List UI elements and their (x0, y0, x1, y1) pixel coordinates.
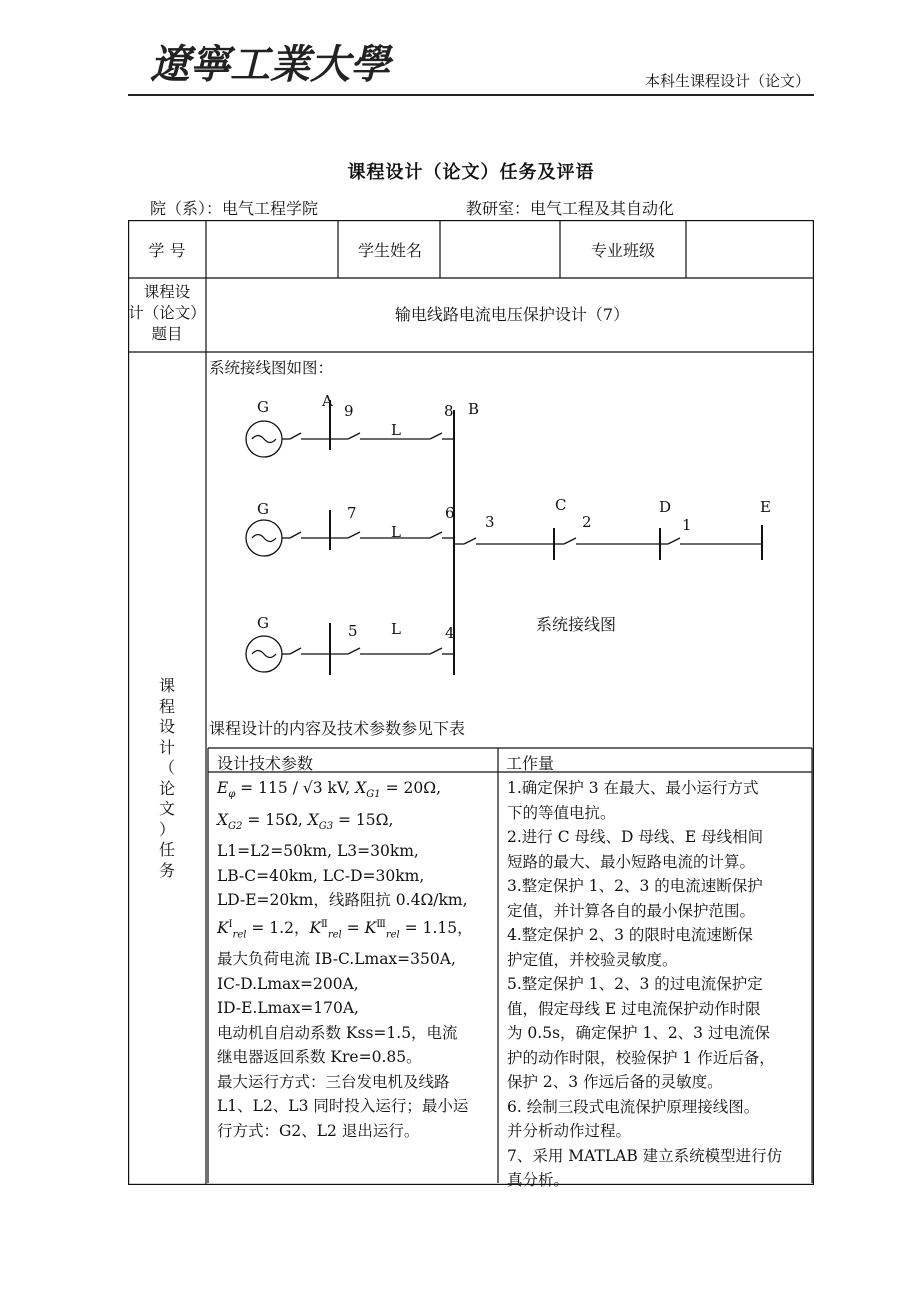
svg-text:L: L (391, 523, 401, 541)
breaker-2-label: 2 (582, 513, 592, 531)
breaker-9-label: 9 (344, 402, 354, 420)
workload-line: 1.确定保护 3 在最大、最小运行方式 (507, 779, 759, 797)
header-doc-type: 本科生课程设计（论文） (644, 72, 810, 90)
params-column-header: 设计技术参数 (217, 754, 314, 773)
topic-value: 输电线路电流电压保护设计（7） (394, 305, 630, 324)
workload-line: 为 0.5s，确定保护 1、2、3 过电流保 (507, 1024, 770, 1042)
param-line: L1=L2=50km, L3=30km, (217, 842, 419, 861)
workload-column-header: 工作量 (506, 754, 555, 773)
workload-line: 护的动作时限，校验保护 1 作近后备， (507, 1048, 775, 1067)
workload-list (507, 776, 809, 1193)
system-wiring-diagram (208, 380, 808, 710)
param-line: IC-D.Lmax=200A, (217, 974, 359, 993)
params-list (217, 776, 497, 1143)
page-title: 课程设计（论文）任务及评语 (347, 162, 595, 183)
param-line: L1、L2、L3 同时投入运行；最小运 (217, 1097, 469, 1116)
topic-label: 课程设 计（论文） 题目 (128, 283, 206, 343)
diagram-intro: 系统接线图如图： (209, 359, 334, 377)
workload-line: 定值，并计算各自的最小保护范围。 (507, 901, 756, 920)
generator-label: G (257, 398, 269, 416)
line-label: L (391, 421, 401, 439)
header-rule (128, 94, 814, 96)
workload-line: 3.整定保护 1、2、3 的电流速断保护 (507, 877, 763, 895)
task-label: 课 程 设 计 （ 论 文 ） 任 务 (158, 676, 175, 880)
param-line: 最大负荷电流 IB-C.Lmax=350A, (217, 950, 456, 969)
param-formula-1: $E_\varphi = 115 / √3$ kV, $X_{G1} = 20\Omega$, (217, 779, 441, 801)
class-label: 专业班级 (590, 241, 655, 260)
param-line: 最大运行方式：三台发电机及线路 (217, 1072, 450, 1091)
param-formula-3: $K^I_{rel} = 1.2$，$K^Ⅱ_{rel} = K^Ⅲ_{rel} = 1.15$， (217, 918, 473, 940)
param-formula-2: $X_{G2} = 15\Omega$, $X_{G3} = 15\Omega$, (217, 810, 394, 832)
svg-text:G: G (257, 614, 269, 632)
workload-line: 2.进行 C 母线、D 母线、E 母线相间 (507, 828, 764, 846)
bus-label-b: B (468, 400, 480, 418)
param-line: 行方式：G2、L2 退出运行。 (217, 1121, 420, 1140)
breaker-4-label: 4 (445, 624, 455, 642)
student-id-label: 学 号 (148, 241, 186, 260)
param-line: ID-E.Lmax=170A, (217, 999, 359, 1018)
svg-text:G: G (257, 500, 269, 518)
workload-line: 真分析。 (507, 1171, 570, 1189)
bus-label-d: D (659, 498, 672, 516)
workload-line: 7、采用 MATLAB 建立系统模型进行仿 (507, 1146, 783, 1165)
param-line: LD-E=20km，线路阻抗 0.4Ω/km, (217, 891, 468, 910)
workload-line: 5.整定保护 1、2、3 的过电流保护定 (507, 975, 763, 993)
breaker-7-label: 7 (347, 504, 357, 522)
bus-label-e: E (760, 498, 771, 516)
university-logo-text: 遼寧工業大學 (150, 41, 390, 88)
bus-label-c: C (555, 496, 567, 514)
breaker-6-label: 6 (445, 504, 455, 522)
breaker-8-label: 8 (444, 402, 454, 420)
class-value[interactable] (688, 222, 812, 276)
department-label: 院（系）：电气工程学院 (150, 199, 319, 218)
breaker-5-label: 5 (348, 622, 358, 640)
student-id-value[interactable] (208, 222, 336, 276)
params-intro: 课程设计的内容及技术参数参见下表 (209, 719, 466, 738)
param-line: 继电器返回系数 Kre=0.85。 (217, 1048, 422, 1067)
workload-line: 下的等值电抗。 (507, 803, 616, 822)
param-line: LB-C=40km, LC-D=30km, (217, 866, 425, 885)
bus-label-a: A (322, 392, 333, 410)
student-name-value[interactable] (442, 222, 558, 276)
workload-line: 6. 绘制三段式电流保护原理接线图。 (507, 1097, 760, 1116)
diagram-caption: 系统接线图 (536, 615, 617, 634)
workload-line: 4.整定保护 2、3 的限时电流速断保 (507, 926, 753, 944)
student-name-label: 学生姓名 (357, 241, 422, 260)
breaker-1-label: 1 (682, 516, 692, 534)
workload-line: 保护 2、3 作远后备的灵敏度。 (507, 1073, 723, 1091)
university-logo (150, 40, 410, 88)
breaker-3-label: 3 (485, 513, 495, 531)
workload-line: 值，假定母线 E 过电流保护动作时限 (507, 999, 761, 1018)
office-label: 教研室：电气工程及其自动化 (466, 199, 675, 218)
workload-line: 短路的最大、最小短路电流的计算。 (507, 852, 756, 871)
workload-line: 护定值，并校验灵敏度。 (507, 950, 678, 969)
workload-line: 并分析动作过程。 (507, 1122, 632, 1140)
svg-text:L: L (391, 620, 401, 638)
param-line: 电动机自启动系数 Kss=1.5，电流 (217, 1023, 458, 1042)
